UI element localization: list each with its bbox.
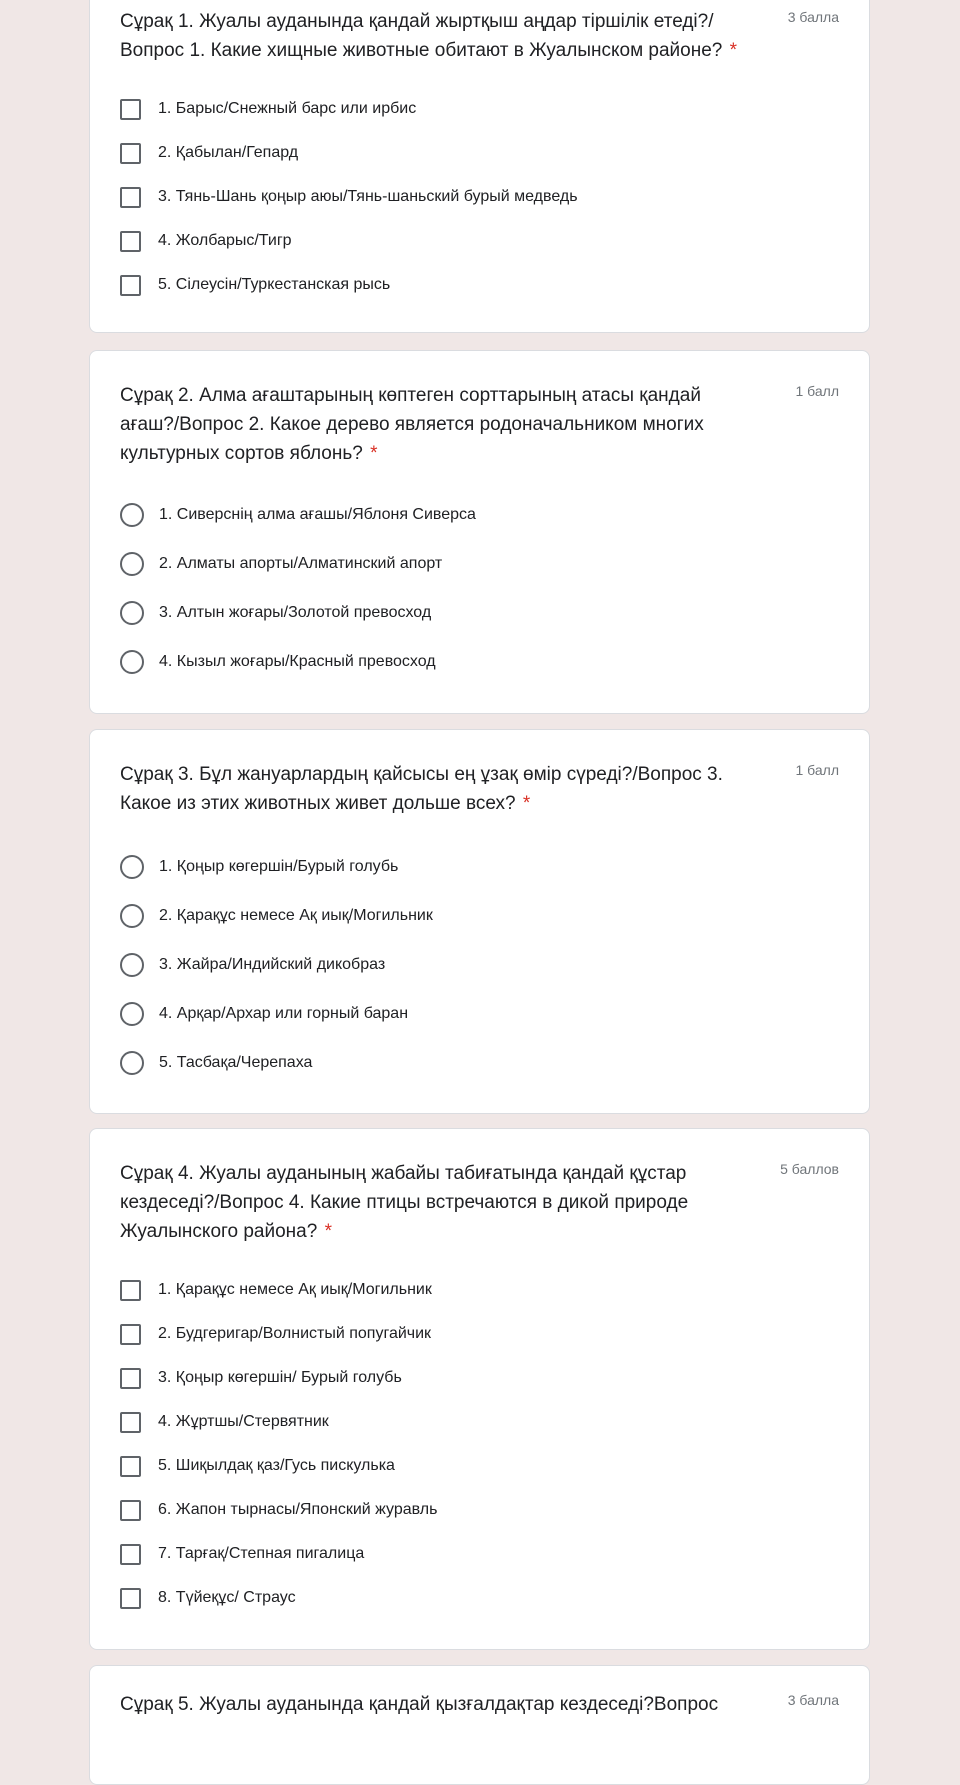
radio-icon[interactable]: [120, 601, 144, 625]
question-title: [120, 1690, 739, 1719]
option-label: 2. Қарақұс немесе Ақ иық/Могильник: [159, 906, 433, 924]
option-label: 1. Барыс/Снежный барс или ирбис: [158, 100, 417, 117]
question-title: [120, 1159, 739, 1246]
question-header: [120, 381, 839, 468]
option-checkbox[interactable]: [120, 1532, 839, 1576]
question-header: [120, 760, 839, 818]
option-checkbox[interactable]: [120, 175, 839, 219]
option-label: 5. Шиқылдақ қаз/Гусь пискулька: [158, 1457, 395, 1474]
option-checkbox[interactable]: [120, 1268, 839, 1312]
question-header: [120, 1159, 839, 1246]
points-label: 1 балл: [795, 383, 839, 399]
option-label: 4. Жолбарыс/Тигр: [158, 232, 292, 249]
question-card-3: [89, 729, 870, 1114]
option-label: 2. Қабылан/Гепард: [158, 144, 299, 161]
options-list: [120, 842, 839, 1087]
option-label: 7. Тарғақ/Степная пигалица: [158, 1545, 365, 1562]
option-radio[interactable]: [120, 588, 839, 637]
option-label: 4. Жұртшы/Стервятник: [158, 1413, 329, 1430]
option-label: 3. Жайра/Индийский дикобраз: [159, 955, 386, 973]
option-radio[interactable]: [120, 490, 839, 539]
option-label: 1. Қоңыр көгершін/Бурый голубь: [159, 857, 399, 875]
option-checkbox[interactable]: [120, 1312, 839, 1356]
checkbox-icon[interactable]: [120, 275, 141, 296]
question-header: [120, 7, 839, 65]
question-card-2: [89, 350, 870, 714]
points-label: 5 баллов: [780, 1161, 839, 1177]
option-checkbox[interactable]: [120, 219, 839, 263]
option-radio[interactable]: [120, 989, 839, 1038]
option-radio[interactable]: [120, 842, 839, 891]
checkbox-icon[interactable]: [120, 1588, 141, 1609]
checkbox-icon[interactable]: [120, 1500, 141, 1521]
option-label: 3. Тянь-Шань қоңыр аюы/Тянь-шаньский бурый медведь: [158, 188, 578, 205]
radio-icon[interactable]: [120, 552, 144, 576]
option-label: 5. Сілеусін/Туркестанская рысь: [158, 276, 391, 293]
option-label: 1. Сиверснің алма ағашы/Яблоня Сиверса: [159, 505, 476, 523]
points-label: 1 балл: [795, 762, 839, 778]
option-checkbox[interactable]: [120, 131, 839, 175]
radio-icon[interactable]: [120, 503, 144, 527]
checkbox-icon[interactable]: [120, 1412, 141, 1433]
question-text: Сұрақ 3. Бұл жануарлардың қайсысы ең ұзақ өмір сүреді?/Вопрос 3. Какое из этих животных живет дольше всех?: [120, 764, 723, 814]
options-list: [120, 87, 839, 307]
option-label: 2. Алматы апорты/Алматинский апорт: [159, 554, 443, 572]
required-asterisk: *: [324, 1221, 332, 1242]
option-label: 3. Алтын жоғары/Золотой превосход: [159, 603, 432, 621]
required-asterisk: *: [522, 793, 531, 814]
checkbox-icon[interactable]: [120, 231, 141, 252]
option-radio[interactable]: [120, 940, 839, 989]
checkbox-icon[interactable]: [120, 1544, 141, 1565]
question-title: [120, 760, 739, 818]
question-title: [120, 381, 739, 468]
radio-icon[interactable]: [120, 1002, 144, 1026]
checkbox-icon[interactable]: [120, 1324, 141, 1345]
option-label: 5. Тасбақа/Черепаха: [159, 1053, 313, 1071]
option-checkbox[interactable]: [120, 1488, 839, 1532]
option-label: 6. Жапон тырнасы/Японский журавль: [158, 1501, 438, 1518]
required-asterisk: *: [370, 443, 378, 464]
checkbox-icon[interactable]: [120, 1456, 141, 1477]
option-checkbox[interactable]: [120, 1400, 839, 1444]
question-title: [120, 7, 739, 65]
question-card-5: [89, 1665, 870, 1785]
question-text: Сұрақ 4. Жуалы ауданының жабайы табиғатында қандай құстар кездеседі?/Вопрос 4. Какие птицы встречаются в дикой природе Жуалынского района?: [120, 1163, 689, 1242]
options-list: [120, 490, 839, 686]
option-checkbox[interactable]: [120, 263, 839, 307]
option-radio[interactable]: [120, 539, 839, 588]
checkbox-icon[interactable]: [120, 1280, 141, 1301]
option-checkbox[interactable]: [120, 1576, 839, 1620]
question-card-1: [89, 0, 870, 333]
radio-icon[interactable]: [120, 953, 144, 977]
option-checkbox[interactable]: [120, 87, 839, 131]
checkbox-icon[interactable]: [120, 143, 141, 164]
option-checkbox[interactable]: [120, 1444, 839, 1488]
points-label: 3 балла: [787, 9, 839, 25]
option-label: 2. Будгеригар/Волнистый попугайчик: [158, 1325, 432, 1342]
question-text: Сұрақ 1. Жуалы ауданында қандай жыртқыш аңдар тіршілік етеді?/Вопрос 1. Какие хищные животные обитают в Жуалынском районе?: [120, 11, 723, 61]
option-label: 4. Арқар/Архар или горный баран: [159, 1004, 409, 1022]
checkbox-icon[interactable]: [120, 187, 141, 208]
option-radio[interactable]: [120, 1038, 839, 1087]
radio-icon[interactable]: [120, 855, 144, 879]
checkbox-icon[interactable]: [120, 99, 141, 120]
option-radio[interactable]: [120, 637, 839, 686]
option-label: 3. Қоңыр көгершін/ Бурый голубь: [158, 1369, 402, 1386]
option-checkbox[interactable]: [120, 1356, 839, 1400]
points-label: 3 балла: [787, 1692, 839, 1708]
radio-icon[interactable]: [120, 1051, 144, 1075]
option-radio[interactable]: [120, 891, 839, 940]
question-text: Сұрақ 2. Алма ағаштарының көптеген сорттарының атасы қандай ағаш?/Вопрос 2. Какое дерево является родоначальником многих культурных сортов яблонь?: [120, 385, 704, 464]
option-label: 1. Қарақұс немесе Ақ иық/Могильник: [158, 1281, 432, 1298]
checkbox-icon[interactable]: [120, 1368, 141, 1389]
question-card-4: [89, 1128, 870, 1650]
required-asterisk: *: [729, 40, 738, 61]
options-list: [120, 1268, 839, 1620]
question-text: Сұрақ 5. Жуалы ауданында қандай қызғалдақтар кездеседі?Вопрос: [120, 1694, 719, 1715]
option-label: 4. Кызыл жоғары/Красный превосход: [159, 652, 436, 670]
radio-icon[interactable]: [120, 650, 144, 674]
radio-icon[interactable]: [120, 904, 144, 928]
option-label: 8. Түйеқұс/ Страус: [158, 1589, 296, 1606]
question-header: [120, 1690, 839, 1719]
